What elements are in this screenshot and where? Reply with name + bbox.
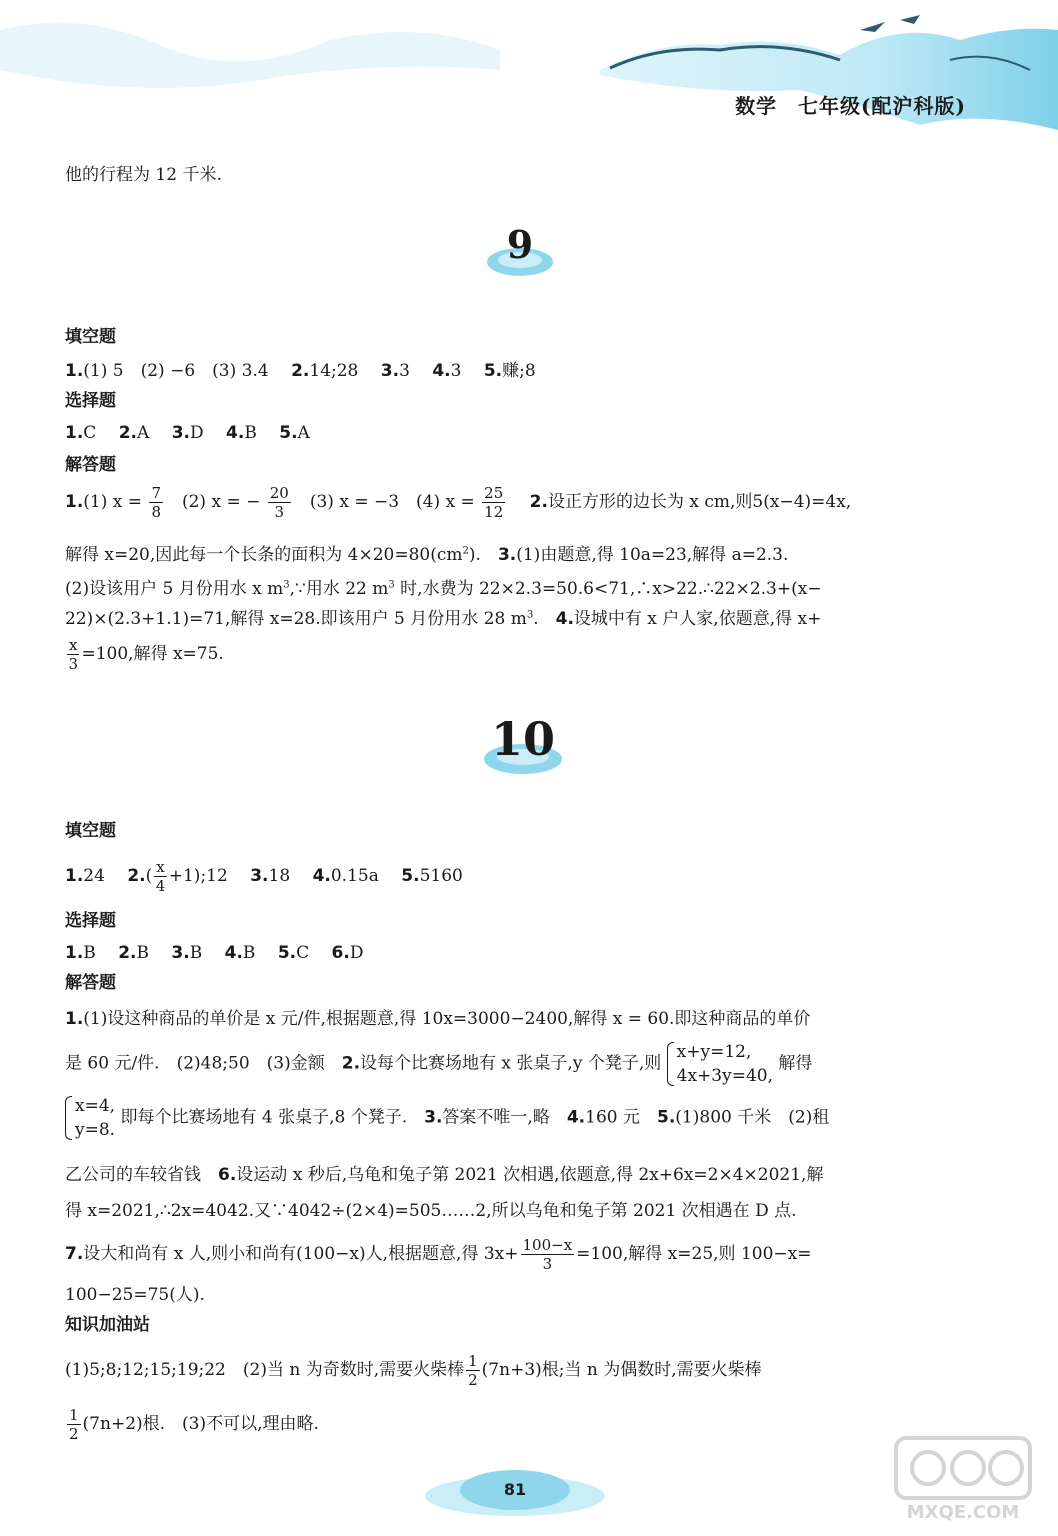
section10-answer-line-5: 得 x=2021,∴2x=4042.又∵4042÷(2×4)=505……2,所以乌龟和兔子第 2021 次相遇在 D 点.	[65, 1201, 797, 1221]
equation: y=8.	[75, 1120, 116, 1140]
item-text: 赚;8	[502, 361, 536, 381]
item-text: (1) 5 (2) −6 (3) 3.4	[83, 361, 286, 381]
fraction-denominator: 12	[484, 503, 504, 521]
answer-text: 答案不唯一,略	[442, 1107, 567, 1128]
answer-text: (2)设该用户 5 月份用水 x m	[65, 579, 284, 599]
equation: x+y=12,	[676, 1042, 752, 1062]
fraction-numerator: x	[69, 636, 78, 654]
answer-text: 设城中有 x 户人家,依题意,得 x+	[573, 609, 822, 629]
superscript: 3	[283, 579, 290, 591]
section10-answer-line-6	[65, 1236, 811, 1273]
item-number: 6.	[331, 943, 350, 963]
section-9-badge	[485, 222, 555, 282]
fraction-numerator: 7	[151, 484, 161, 502]
section10-answer-heading: 解答题	[65, 973, 116, 993]
fraction-denominator: 8	[151, 503, 161, 521]
item-number: 4.	[555, 609, 574, 629]
answer-text: 解得	[778, 1053, 813, 1074]
item-number: 5.	[657, 1107, 676, 1128]
item-text: D	[190, 423, 221, 443]
item-text: B	[242, 943, 273, 963]
answer-text: 解得 x=20,因此每一个长条的面积为 4×20=80(cm	[65, 545, 463, 565]
answer-text: =100,解得 x=25,则 100−x=	[576, 1244, 812, 1264]
fraction-denominator: 2	[69, 1425, 79, 1443]
answer-text: (7n+3)根;当 n 为偶数时,需要火柴棒	[481, 1360, 762, 1380]
fraction	[482, 484, 505, 521]
answer-text: 22)×(2.3+1.1)=71,解得 x=28.即该用户 5 月份用水 28 m	[65, 609, 527, 629]
fraction-denominator: 3	[274, 503, 285, 521]
intro-line: 他的行程为 12 千米.	[65, 165, 222, 185]
fraction-denominator: 2	[468, 1371, 478, 1389]
knowledge-station-line-2	[65, 1406, 319, 1443]
answer-text: 是 60 元/件. (2)48;50 (3)金额	[65, 1053, 342, 1074]
section10-fill-heading: 填空题	[65, 821, 116, 841]
section9-answer-line-3	[65, 574, 822, 599]
equation-system	[667, 1040, 773, 1088]
section-number: 9	[506, 222, 534, 267]
watermark-logo	[888, 1430, 1038, 1530]
fraction	[67, 1406, 81, 1443]
item-number: 2.	[118, 423, 138, 443]
item-number: 2.	[118, 943, 137, 963]
section9-answer-line-4	[65, 604, 821, 629]
item-text: +1);12	[168, 866, 245, 886]
section10-answer-line-3	[65, 1094, 829, 1142]
item-number: 2.	[127, 866, 146, 886]
section-10-badge	[478, 712, 568, 778]
item-number: 3.	[497, 545, 517, 565]
item-number: 6.	[218, 1165, 237, 1185]
knowledge-station-heading: 知识加油站	[65, 1315, 150, 1335]
item-text: 5160	[419, 866, 463, 886]
answer-text: 160 元	[585, 1107, 657, 1128]
item-number: 5.	[277, 943, 297, 963]
answer-text: .	[533, 609, 556, 629]
answer-text: 设每个比赛场地有 x 张桌子,y 个凳子,则	[360, 1053, 662, 1074]
section10-fill-answers	[65, 858, 463, 895]
fraction-denominator: 4	[155, 877, 166, 895]
item-text: 24	[83, 866, 122, 886]
header-title: 数学 七年级(配沪科版)	[735, 94, 966, 118]
item-text: 14;28	[309, 361, 376, 381]
item-number: 4.	[224, 943, 243, 963]
item-text: B	[189, 943, 220, 963]
item-number: 4.	[432, 361, 451, 381]
answer-text: (1)5;8;12;15;19;22 (2)当 n 为奇数时,需要火柴棒	[65, 1360, 465, 1380]
fraction-denominator: 3	[542, 1255, 553, 1273]
section9-answer-line-1	[65, 484, 851, 521]
item-text: A	[297, 423, 310, 443]
item-text: (	[145, 866, 153, 886]
section10-answer-line-1	[65, 1004, 810, 1029]
fraction-numerator: x	[156, 858, 165, 876]
item-number: 2.	[291, 361, 310, 381]
section10-answer-line-7: 100−25=75(人).	[65, 1285, 205, 1305]
section9-choice-answers	[65, 418, 310, 443]
knowledge-station-line-1	[65, 1352, 762, 1389]
watermark-text: MXQE.COM	[906, 1502, 1020, 1523]
fraction-numerator: 25	[484, 484, 504, 502]
answer-text: (1)800 千米 (2)租	[675, 1107, 830, 1128]
answer-text: (1)设这种商品的单价是 x 元/件,根据题意,得 10x=3000−2400,解得 x = 60.即这种商品的单价	[83, 1009, 811, 1029]
item-text: B	[83, 943, 113, 963]
section9-answer-line-5	[65, 636, 224, 673]
item-number: 3.	[424, 1107, 443, 1128]
item-text: C	[296, 943, 327, 963]
answer-text: ,∵用水 22 m	[289, 579, 389, 599]
answer-text: 设大和尚有 x 人,则小和尚有(100−x)人,根据题意,得 3x+	[83, 1244, 519, 1264]
answer-text: (1) x =	[83, 492, 143, 512]
item-number: 3.	[380, 361, 400, 381]
fraction	[154, 858, 166, 895]
item-number: 5.	[483, 361, 503, 381]
superscript: 3	[388, 579, 395, 591]
section-number: 10	[490, 712, 555, 766]
fraction	[521, 1236, 575, 1273]
fraction-numerator: 100−x	[522, 1236, 573, 1254]
superscript: 3	[526, 609, 534, 621]
item-number: 1.	[65, 943, 84, 963]
answer-text: =100,解得 x=75.	[81, 644, 224, 664]
fraction	[67, 636, 79, 673]
item-text: 3	[399, 361, 427, 381]
item-text: 3	[450, 361, 479, 381]
answer-text: 即每个比赛场地有 4 张桌子,8 个凳子.	[120, 1107, 425, 1128]
item-number: 4.	[312, 866, 331, 886]
item-text: A	[137, 423, 167, 443]
item-number: 1.	[65, 866, 84, 886]
item-text: C	[83, 423, 114, 443]
section9-fill-answers	[65, 356, 536, 381]
item-number: 2.	[341, 1053, 361, 1074]
item-number: 5.	[401, 866, 420, 886]
section9-choice-heading: 选择题	[65, 391, 116, 411]
item-number: 1.	[65, 361, 84, 381]
equation-system	[65, 1094, 115, 1142]
fraction	[268, 484, 291, 521]
fraction-denominator: 3	[68, 655, 78, 673]
answer-text: 设运动 x 秒后,乌龟和兔子第 2021 次相遇,依题意,得 2x+6x=2×4×2021,解	[236, 1165, 824, 1185]
item-number: 1.	[65, 492, 84, 512]
fraction	[149, 484, 163, 521]
item-number: 7.	[65, 1244, 84, 1264]
item-text: 18	[268, 866, 308, 886]
item-text: D	[349, 943, 364, 963]
answer-text: (2) x = −	[164, 492, 261, 512]
superscript: 2	[462, 545, 469, 557]
equation: 4x+3y=40,	[676, 1066, 774, 1086]
answer-text: (1)由题意,得 10a=23,解得 a=2.3.	[516, 545, 789, 565]
answer-text: 时,水费为 22×2.3=50.6<71,∴x>22.∴22×2.3+(x−	[394, 579, 822, 599]
section9-answer-line-2	[65, 540, 788, 565]
item-number: 3.	[171, 943, 190, 963]
section9-answer-heading: 解答题	[65, 455, 116, 475]
equation: x=4,	[75, 1096, 116, 1116]
item-number: 3.	[171, 423, 190, 443]
item-number: 4.	[226, 423, 245, 443]
section10-answer-line-4	[65, 1160, 823, 1185]
item-number: 2.	[529, 492, 548, 512]
item-number: 1.	[65, 423, 84, 443]
answer-text: 乙公司的车较省钱	[65, 1165, 218, 1185]
section10-choice-answers	[65, 938, 363, 963]
item-number: 4.	[566, 1107, 586, 1128]
fraction	[466, 1352, 480, 1389]
header-landscape-illustration	[0, 0, 1058, 140]
section10-choice-heading: 选择题	[65, 911, 116, 931]
item-text: 0.15a	[330, 866, 396, 886]
item-number: 5.	[279, 423, 298, 443]
item-text: B	[244, 423, 274, 443]
item-text: B	[136, 943, 166, 963]
answer-text: ).	[468, 545, 498, 565]
answer-text: 设正方形的边长为 x cm,则5(x−4)=4x,	[547, 492, 852, 512]
item-number: 3.	[250, 866, 269, 886]
answer-text: (7n+2)根. (3)不可以,理由略.	[82, 1414, 319, 1434]
section10-answer-line-2	[65, 1040, 812, 1088]
section9-fill-heading: 填空题	[65, 327, 116, 347]
page-number: 81	[503, 1480, 527, 1499]
item-number: 1.	[65, 1009, 84, 1029]
fraction-numerator: 1	[468, 1352, 478, 1370]
fraction-numerator: 1	[69, 1406, 79, 1424]
answer-text: (3) x = −3 (4) x =	[292, 492, 475, 512]
fraction-numerator: 20	[269, 484, 289, 502]
